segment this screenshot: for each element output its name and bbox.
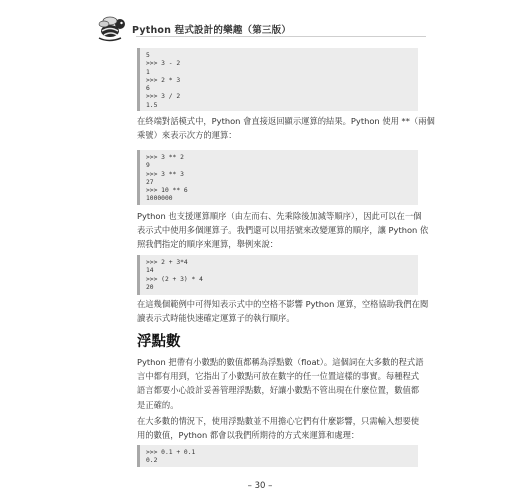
code-line: >>> 3 ** 2 — [146, 154, 184, 161]
code-line: 9 — [146, 162, 150, 170]
code-line: 6 — [146, 85, 150, 93]
code-block — [137, 48, 418, 111]
code-line: 27 — [146, 178, 154, 186]
paragraph: 在終端對話模式中，Python 會直接返回顯示運算的結果。Python 使用 **（兩個 乘號）來表示次方的運算： — [137, 116, 435, 141]
code-line: 1 — [146, 68, 150, 76]
page-header — [96, 12, 436, 42]
paragraph: Python 把帶有小數點的數值都稱為浮點數（float）。這個詞在大多數的程式語 言中都有用到，它指出了小數點可放在數字的任一位置這樣的事實。每種程式 語言都要小心設計妥善管理浮點數，好讓小數點不管出現在什麼位置，數值都 是正確的。 — [137, 357, 424, 410]
bee-snake-mascot-icon — [96, 12, 130, 42]
code-block — [137, 255, 418, 295]
code-line: 5 — [146, 52, 150, 59]
paragraph: 在大多數的情況下，使用浮點數並不用擔心它們有什麼影響，只需輸入想要使 用的數值，Python 都會以我們所期待的方式來運算和處理： — [137, 416, 420, 441]
code-line: >>> 2 + 3*4 — [146, 259, 188, 266]
code-line: >>> 0.1 + 0.1 — [146, 449, 196, 456]
paragraph: Python 也支援運算順序（由左而右、先乘除後加減等順序），因此可以在一個 表示式中使用多個運算子。我們還可以用括號來改變運算的順序，讓 Python 依 照我們指定的順序來運算，舉例來說： — [137, 211, 429, 250]
page-number: – 30 – — [247, 481, 273, 491]
code-line: 1.5 — [146, 101, 158, 109]
section-heading: 浮點數 — [137, 334, 181, 350]
code-line: >>> (2 + 3) * 4 — [146, 275, 203, 283]
code-line: >>> 2 * 3 — [146, 76, 181, 84]
code-line: 1000000 — [146, 195, 173, 203]
code-block — [137, 445, 418, 467]
code-line: 14 — [146, 267, 154, 275]
paragraph: 在這幾個範例中可得知表示式中的空格不影響 Python 運算，空格協助我們在閱 讀表示式時能快速確定運算子的執行順序。 — [137, 299, 429, 324]
code-block — [137, 150, 418, 205]
code-line: 20 — [146, 283, 154, 291]
code-line: >>> 10 ** 6 — [146, 187, 188, 195]
code-line: >>> 3 / 2 — [146, 93, 181, 101]
book-title: Python 程式設計的樂趣（第三版） — [132, 25, 292, 36]
code-line: 0.2 — [146, 457, 158, 465]
header-rule — [136, 36, 426, 37]
code-line: >>> 3 ** 3 — [146, 170, 184, 178]
code-line: >>> 3 - 2 — [146, 60, 181, 68]
